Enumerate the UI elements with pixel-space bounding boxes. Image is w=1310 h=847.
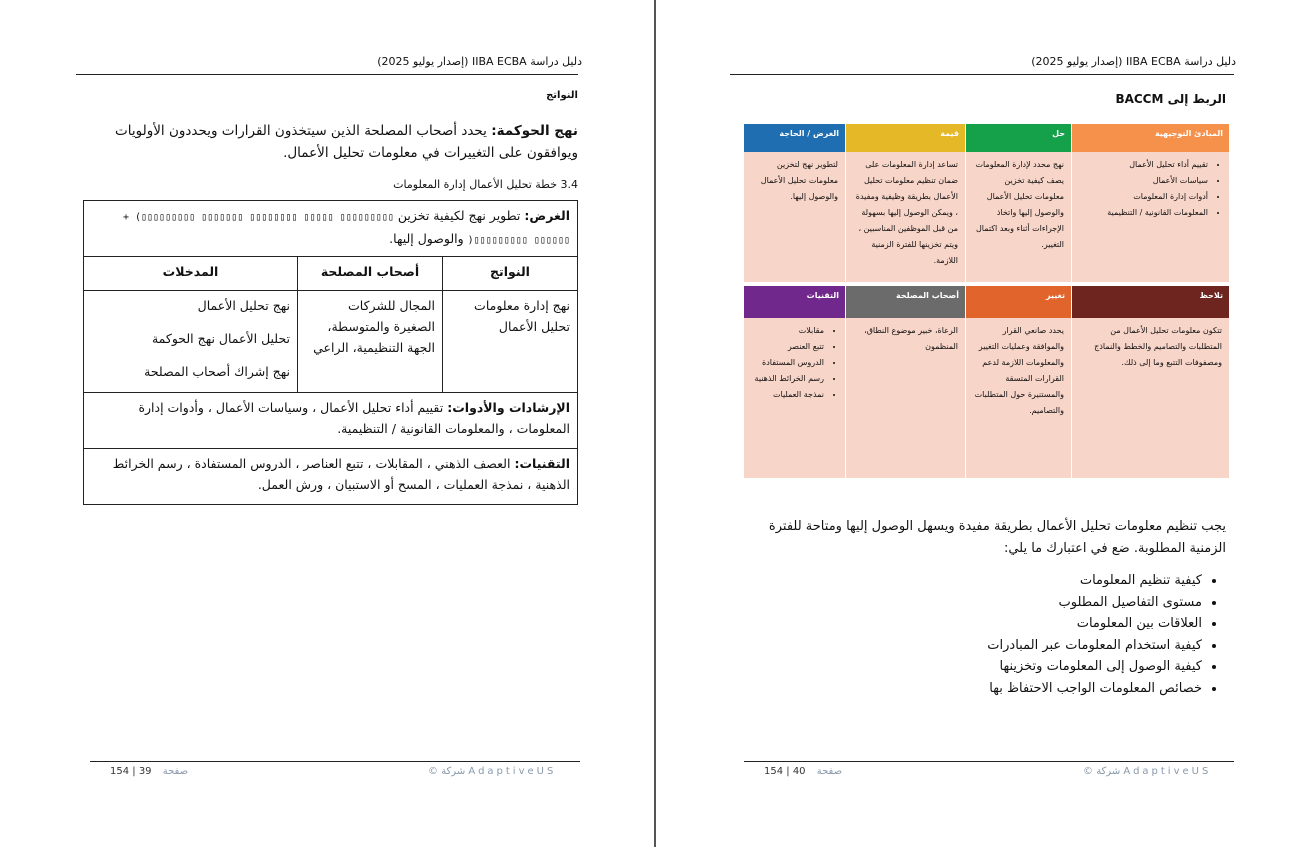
list-item: • العلاقات بين المعلومات [742, 613, 1202, 635]
card-title: تغيير [966, 286, 1071, 318]
list-item: • كيفية الوصول إلى المعلومات وتخزينها [742, 656, 1202, 678]
card-title: قيمة [846, 124, 965, 152]
card-body: تتكون معلومات تحليل الأعمال من المتطلبات والتصاميم والخطط والنماذج ومصفوفات التتبع وما إلى ذلك. [1072, 318, 1229, 478]
card-title: تلاحظ [1072, 286, 1229, 318]
techniques-text: العصف الذهني ، المقابلات ، تتبع العناصر ، الدروس المستفادة ، رسم الخرائط الذهنية ، نمذجة العمليات ، المسح أو الاستبيان ، ورش العمل. [112, 456, 570, 492]
governance-term: نهج الحوكمة: [491, 123, 578, 139]
footer-page-value: 154 | 39 [110, 766, 152, 777]
card-body: لتطوير نهج لتخزين معلومات تحليل الأعمال والوصول إليها. [744, 152, 845, 282]
techniques-label: التقنيات: [514, 456, 570, 471]
card-body [744, 318, 845, 478]
governance-text: يحدد أصحاب المصلحة الذين سيتخذون القرارات ويحددون الأولويات ويوافقون على التغييرات في معلومات تحليل الأعمال. [115, 123, 578, 161]
page-header-title: دليل دراسة IIBA ECBA (إصدار يوليو 2025) [377, 55, 582, 68]
card-title: المبادئ التوجيهية [1072, 124, 1229, 152]
baccm-card-purpose-need [744, 124, 845, 282]
techniques-cell [84, 449, 578, 505]
col-stakeholders: أصحاب المصلحة [298, 257, 443, 291]
footer-page-number [110, 766, 188, 777]
purpose-label: الغرض: [524, 208, 570, 223]
card-list-item: • تقييم أداء تحليل الأعمال [1079, 157, 1208, 173]
card-list-item: • تتبع العنصر [751, 339, 824, 355]
col-inputs: المدخلات [84, 257, 298, 291]
card-title: حل [966, 124, 1071, 152]
list-item: • مستوى التفاصيل المطلوب [742, 592, 1202, 614]
footer-page-number [764, 766, 842, 777]
info-plan-table [83, 200, 578, 505]
guidelines-label: الإرشادات والأدوات: [447, 400, 570, 415]
header-rule [730, 74, 1234, 75]
info-paragraph: يجب تنظيم معلومات تحليل الأعمال بطريقة مفيدة ويسهل الوصول إليها ومتاحة للفترة الزمنية المطلوبة. ضع في اعتبارك ما يلي: [768, 519, 1226, 556]
list-item: • كيفية تنظيم المعلومات [742, 570, 1202, 592]
baccm-title: الربط إلى BACCM [1115, 92, 1226, 106]
baccm-card-techniques [744, 286, 845, 478]
card-body: نهج محدد لإدارة المعلومات يصف كيفية تخزين معلومات تحليل الأعمال والوصول إليها واتخاذ الإجراءات أثناء وبعد اكتمال التغيير. [966, 152, 1071, 282]
purpose-end-text: والوصول إليها. [389, 231, 464, 246]
card-body [1072, 152, 1229, 282]
card-body: تساعد إدارة المعلومات على ضمان تنظيم معلومات تحليل الأعمال بطريقة وظيفية ومفيدة ، ويمكن الوصول إليها بسهولة من قبل الموظفين المناسبين ، ويتم تخزينها للفترة الزمنية اللازمة. [846, 152, 965, 282]
card-list-item: • نمذجة العمليات [751, 387, 824, 403]
card-body: يحدد صانعي القرار والموافقة وعمليات التغيير والمعلومات اللازمة لدعم القرارات المتسقة والمستنيرة حول المتطلبات والتصاميم. [966, 318, 1071, 478]
baccm-card-context [1072, 286, 1229, 478]
header-rule [76, 74, 578, 75]
governance-paragraph [76, 120, 578, 164]
card-body: الرعاة، خبير موضوع النطاق، المنظمون [846, 318, 965, 478]
card-title: أصحاب المصلحة [846, 286, 965, 318]
input-item: نهج إشراك أصحاب المصلحة [144, 364, 290, 379]
left-page [0, 0, 654, 847]
footer-brand: © شركة AdaptiveUS [1083, 766, 1212, 777]
outputs-cell: نهج إدارة معلومات تحليل الأعمال [443, 291, 578, 393]
consider-list [742, 570, 1226, 699]
guidelines-cell [84, 393, 578, 449]
right-page [656, 0, 1310, 847]
footer-page-label: صفحة [816, 766, 843, 777]
guidelines-text: تقييم أداء تحليل الأعمال ، وسياسات الأعمال ، وأدوات إدارة المعلومات ، والمعلومات القانونية / التنظيمية. [138, 400, 570, 436]
card-list-item: • رسم الخرائط الذهنية [751, 371, 824, 387]
card-title: التقنيات [744, 286, 845, 318]
table-caption: 3.4 خطة تحليل الأعمال إدارة المعلومات [393, 178, 578, 191]
baccm-card-solution [966, 124, 1071, 282]
card-list-item: • سياسات الأعمال [1079, 173, 1208, 189]
page-header-title: دليل دراسة IIBA ECBA (إصدار يوليو 2025) [1031, 55, 1236, 68]
card-list-item: • مقابلات [751, 323, 824, 339]
footer-rule [744, 761, 1234, 762]
card-list-item: • المعلومات القانونية / التنظيمية [1079, 205, 1208, 221]
col-outputs: النواتج [443, 257, 578, 291]
footer-page-value: 154 | 40 [764, 766, 806, 777]
baccm-card-guiding-principles [1072, 124, 1229, 282]
input-item: تحليل الأعمال نهج الحوكمة [151, 331, 290, 346]
purpose-garbled-text: ▯▯▯▯▯▯▯▯▯ ▯▯▯▯▯ ▯▯▯▯▯▯▯▯ ▯▯▯▯▯▯▯ ▯▯▯▯▯▯▯▯▯) + ▯▯▯▯▯▯ ▯▯▯▯▯▯▯▯▯( [122, 212, 570, 246]
baccm-card-value [846, 124, 965, 282]
section-heading: النواتج [546, 90, 578, 101]
stakeholders-cell: المجال للشركات الصغيرة والمتوسطة، الجهة التنظيمية، الراعي [298, 291, 443, 393]
purpose-cell [84, 201, 578, 257]
card-list-item: • أدوات إدارة المعلومات [1079, 189, 1208, 205]
card-title: الغرض / الحاجة [744, 124, 845, 152]
list-item: • كيفية استخدام المعلومات عبر المبادرات [742, 635, 1202, 657]
purpose-text: تطوير نهج لكيفية تخزين [397, 208, 521, 223]
footer-rule [90, 761, 580, 762]
footer-brand: © شركة AdaptiveUS [428, 766, 557, 777]
inputs-cell [84, 291, 298, 393]
baccm-card-change [966, 286, 1071, 478]
card-list-item: • الدروس المستفادة [751, 355, 824, 371]
list-item: • خصائص المعلومات الواجب الاحتفاظ بها [742, 678, 1202, 700]
footer-page-label: صفحة [162, 766, 189, 777]
input-item: نهج تحليل الأعمال [197, 298, 290, 313]
baccm-card-stakeholders [846, 286, 965, 478]
